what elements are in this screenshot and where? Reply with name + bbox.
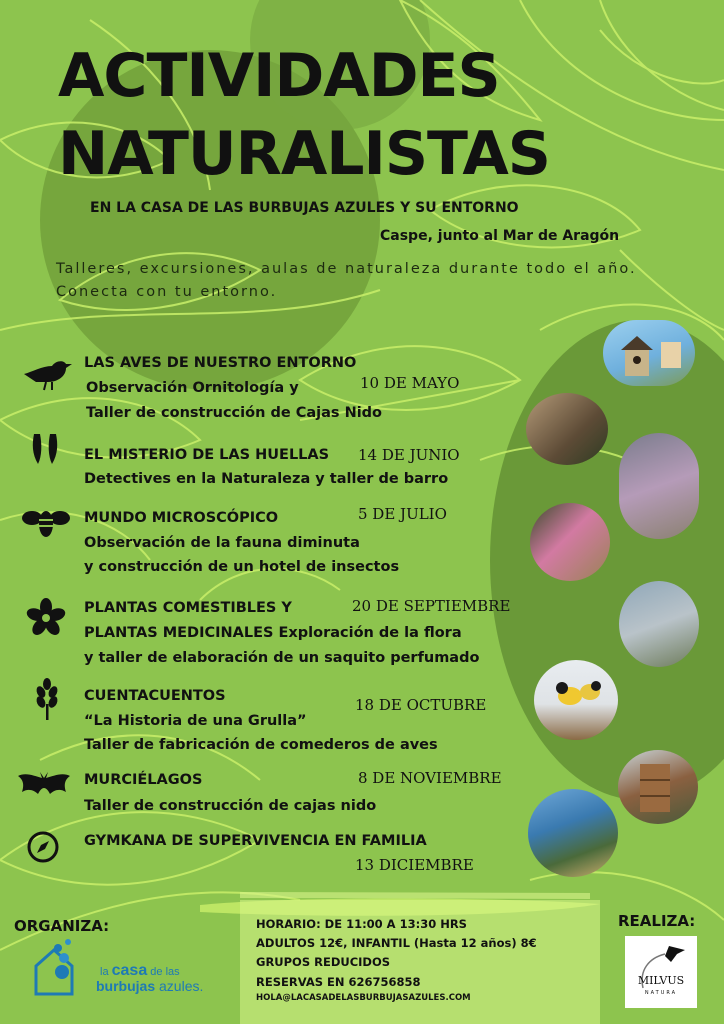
activity-line: “La Historia de una Grulla” <box>84 713 307 729</box>
bird-icon <box>22 352 74 392</box>
bat-icon <box>18 770 70 800</box>
title-line-1: ACTIVIDADES <box>58 41 500 111</box>
prices-text: ADULTOS 12€, INFANTIL (Hasta 12 años) 8€ <box>256 936 537 950</box>
location: Caspe, junto al Mar de Aragón <box>380 228 620 244</box>
organizer-logo-text-2 <box>96 978 203 994</box>
activity-date: 20 DE SEPTIEMBRE <box>352 597 511 615</box>
plants-photo <box>619 581 699 667</box>
milvus-name: MILVUS <box>637 974 685 987</box>
milvus-logo <box>625 936 697 1008</box>
logo-la: la <box>100 966 109 978</box>
email-link[interactable]: HOLA@LACASADELASBURBUJASAZULES.COM <box>256 993 471 1003</box>
activity-title: MUNDO MICROSCÓPICO <box>84 510 279 526</box>
intro-text: Talleres, excursiones, aulas de naturaleza durante todo el año. Conecta con tu entorno. <box>56 261 637 300</box>
wheat-icon <box>34 678 60 720</box>
activity-date: 14 DE JUNIO <box>358 446 460 464</box>
bat-box-photo <box>618 750 698 824</box>
house-bubbles-logo <box>32 938 80 996</box>
activity-title: LAS AVES DE NUESTRO ENTORNO <box>84 355 357 371</box>
title-line-2: NATURALISTAS <box>58 119 550 189</box>
logo-burbujas: burbujas <box>96 978 156 994</box>
activity-line: Observación Ornitología y <box>86 380 299 396</box>
activity-date: 10 DE MAYO <box>360 374 460 392</box>
activity-line: PLANTAS MEDICINALES Exploración de la flora <box>84 625 462 641</box>
reservations-text: RESERVAS EN 626756858 <box>256 975 421 989</box>
flower-icon <box>26 598 66 638</box>
activity-date: 13 DICIEMBRE <box>355 856 474 874</box>
activity-line: Taller de fabricación de comederos de aves <box>84 737 438 753</box>
compass-icon <box>26 830 60 864</box>
activity-date: 5 DE JULIO <box>358 505 447 523</box>
activity-line: Detectives en la Naturaleza y taller de barro <box>84 471 449 487</box>
activity-title: MURCIÉLAGOS <box>84 772 203 788</box>
logo-azules: azules. <box>159 978 204 994</box>
footprint-icon <box>30 430 60 466</box>
insect-hotel-photo <box>530 503 610 581</box>
activity-line: Taller de construcción de cajas nido <box>84 798 377 814</box>
activity-date: 18 DE OCTUBRE <box>355 696 487 714</box>
activity-line: y taller de elaboración de un saquito perfumado <box>84 650 480 666</box>
schedule-text: HORARIO: DE 11:00 A 13:30 HRS <box>256 917 467 931</box>
subtitle: EN LA CASA DE LAS BURBUJAS AZULES Y SU ENTORNO <box>90 200 519 216</box>
footprints-photo <box>619 433 699 539</box>
activity-date: 8 DE NOVIEMBRE <box>358 769 502 787</box>
gymkana-photo <box>528 789 618 877</box>
birdhouse-photo <box>603 320 695 386</box>
milvus-tagline: NATURA <box>644 990 678 996</box>
activity-line: Taller de construcción de Cajas Nido <box>86 405 383 421</box>
organiza-label: ORGANIZA: <box>14 917 110 935</box>
activity-title: GYMKANA DE SUPERVIVENCIA EN FAMILIA <box>84 833 427 849</box>
activity-title: CUENTACUENTOS <box>84 688 226 704</box>
logo-casa: casa <box>111 962 148 979</box>
activity-title: PLANTAS COMESTIBLES Y <box>84 600 292 616</box>
activity-title: EL MISTERIO DE LAS HUELLAS <box>84 447 330 463</box>
realiza-label: REALIZA: <box>618 912 696 930</box>
activity-line: Observación de la fauna diminuta <box>84 535 360 551</box>
logo-de-las: de las <box>150 966 180 978</box>
bird-feeder-photo <box>534 660 618 740</box>
groups-text: GRUPOS REDUCIDOS <box>256 955 391 969</box>
birdwatching-photo <box>526 393 608 465</box>
activity-line: y construcción de un hotel de insectos <box>84 559 400 575</box>
bee-icon <box>22 506 70 540</box>
